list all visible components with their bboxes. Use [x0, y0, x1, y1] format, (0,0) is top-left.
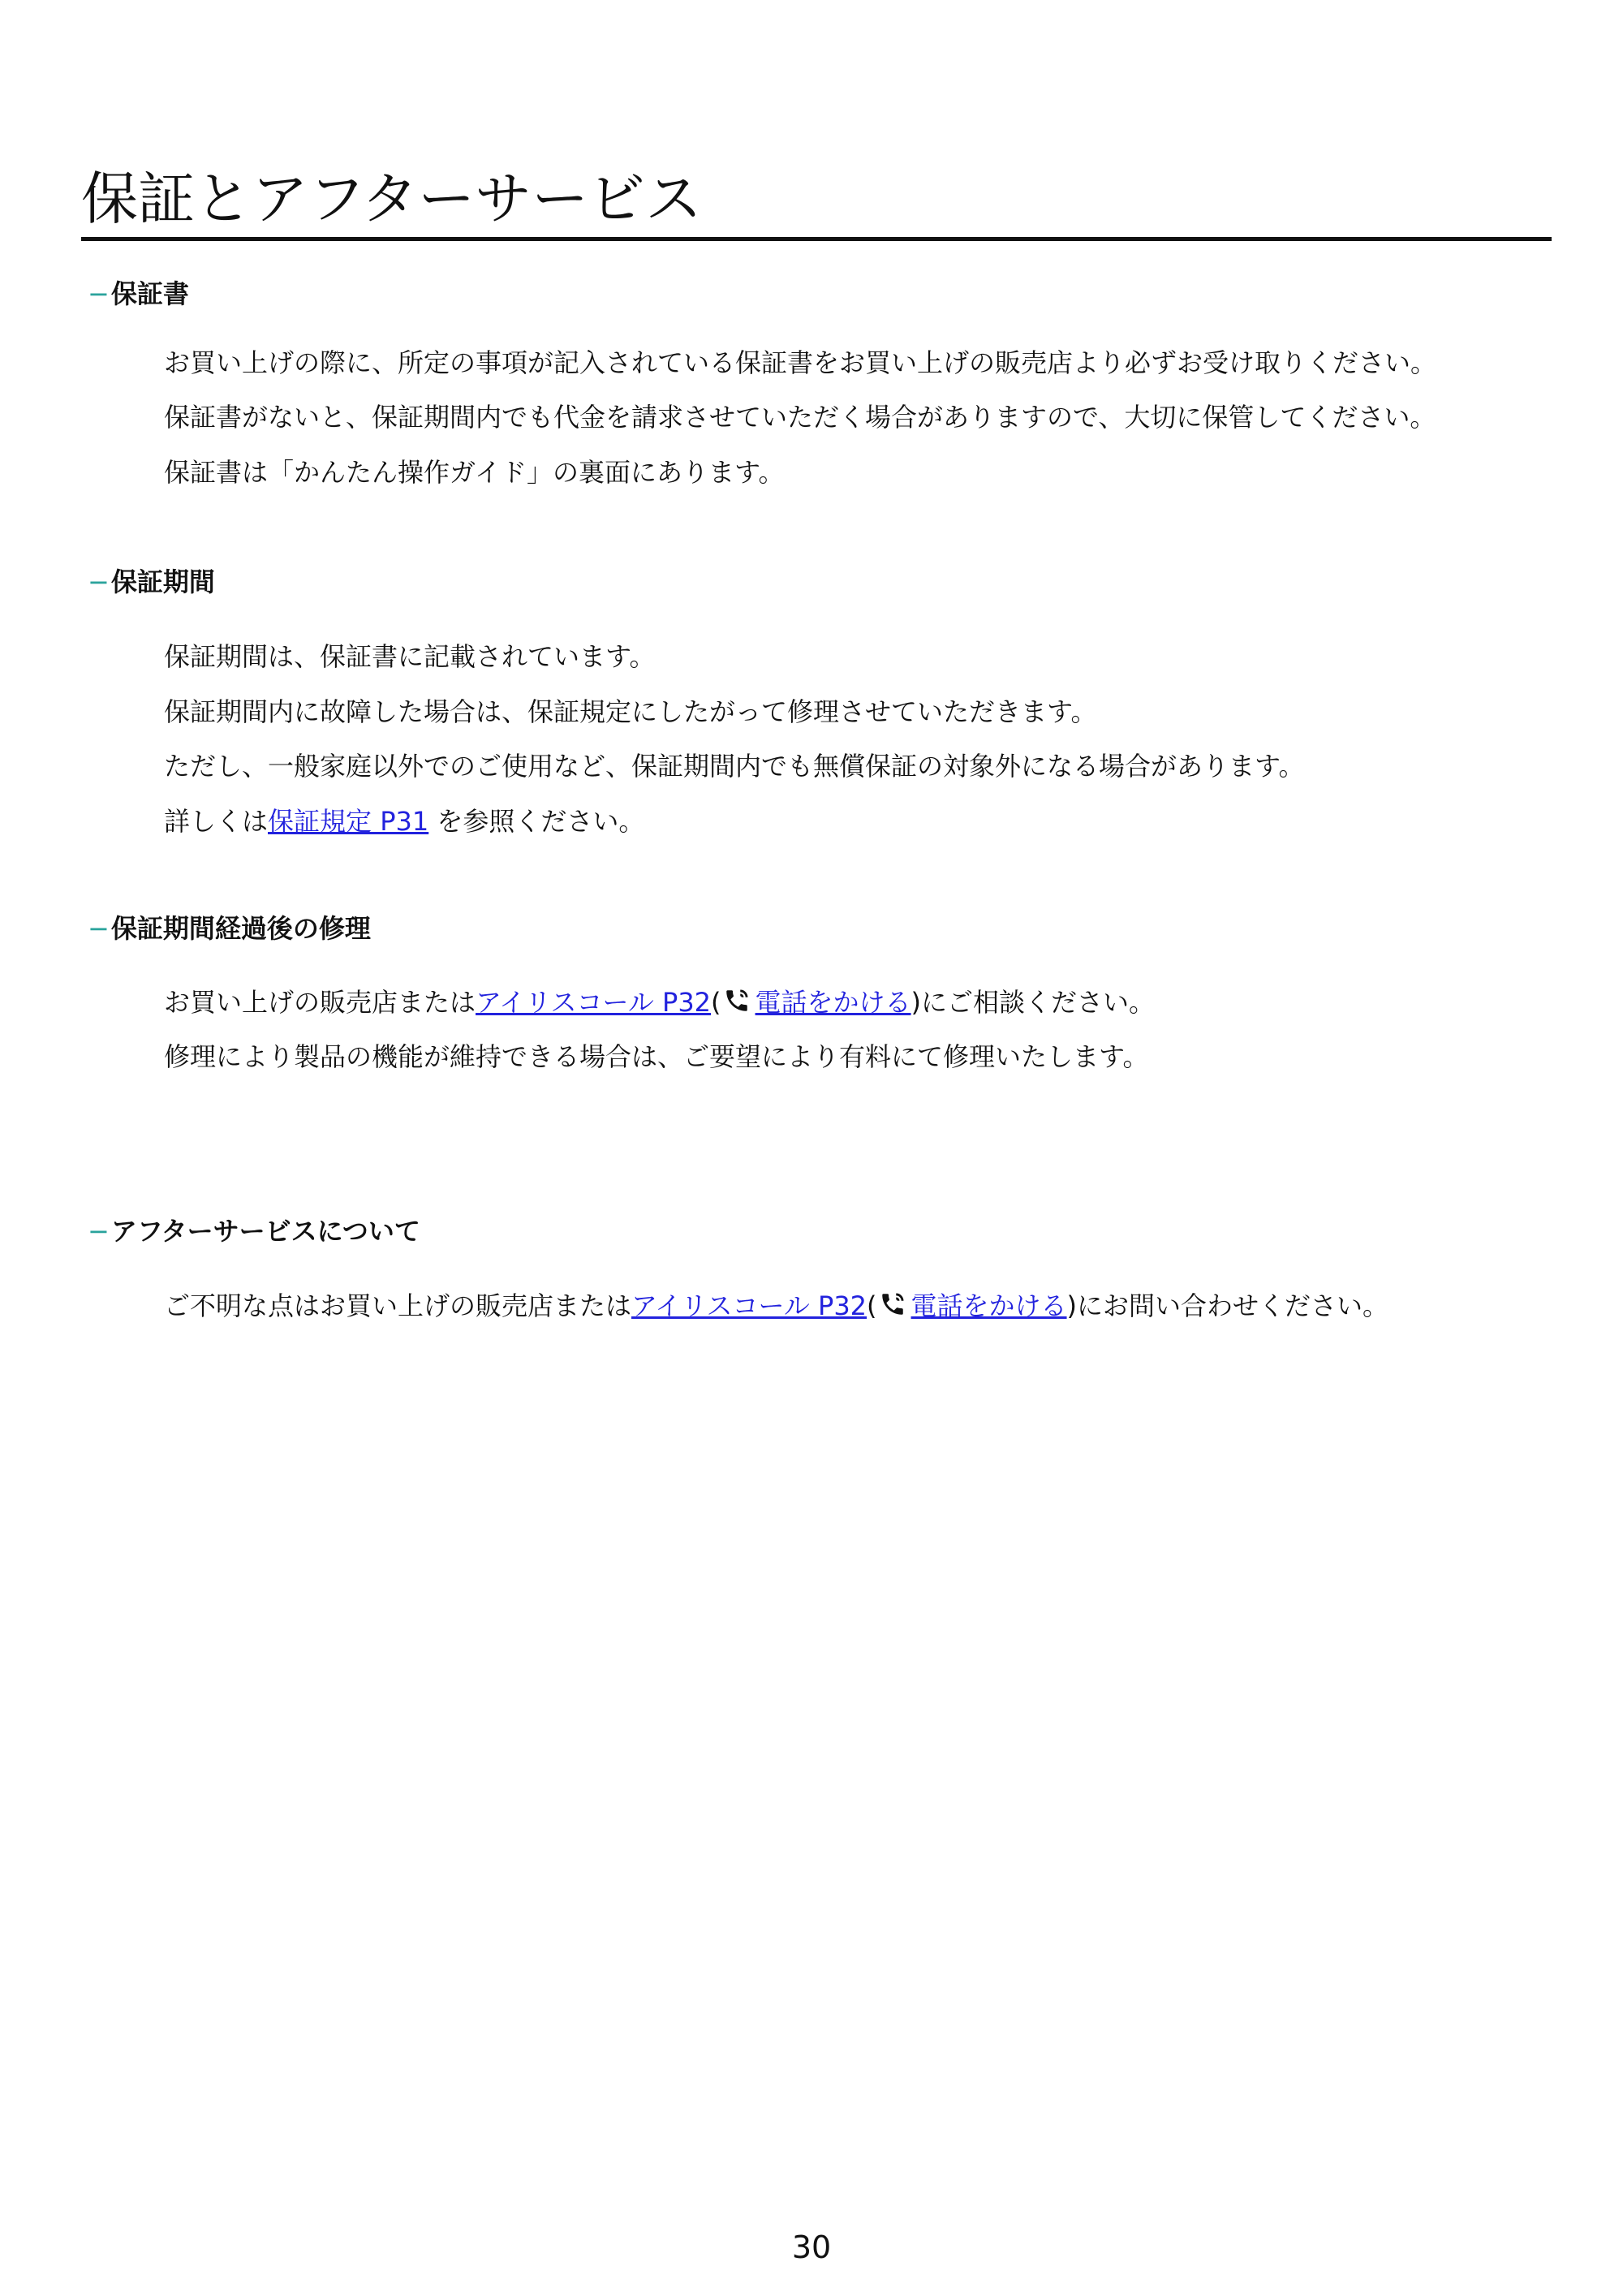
contact-text-before: お買い上げの販売店または	[164, 987, 476, 1018]
paragraph: 保証期間内に故障した場合は、保証規定にしたがって修理させていただきます。	[164, 696, 1097, 727]
paragraph: お買い上げの際に、所定の事項が記入されている保証書をお買い上げの販売店より必ずお受け取りください。	[164, 347, 1437, 378]
paragraph: 修理により製品の機能が維持できる場合は、ご要望により有料にて修理いたします。	[164, 1041, 1149, 1072]
contact-text-after: )にご相談ください。	[911, 987, 1156, 1018]
open-paren: (	[867, 1290, 877, 1321]
contact-line	[164, 984, 1155, 1020]
section-heading-warranty-card	[88, 276, 189, 312]
paragraph: ただし、一般家庭以外でのご使用など、保証期間内でも無償保証の対象外になる場合があります。	[164, 751, 1305, 782]
open-paren: (	[711, 987, 721, 1018]
paragraph: 保証書がないと、保証期間内でも代金を請求させていただく場合がありますので、大切に保管してください。	[164, 402, 1436, 433]
dash-marker: −	[88, 913, 110, 944]
section-heading-warranty-period	[88, 564, 215, 600]
dash-marker: −	[88, 566, 110, 597]
phone-call-icon	[723, 987, 751, 1014]
iris-call-link[interactable]: アイリスコール P32	[476, 987, 712, 1018]
phone-call-icon	[879, 1290, 906, 1318]
page-title: 保証とアフターサービス	[81, 162, 1552, 241]
phone-call-link[interactable]: 電話をかける	[911, 1290, 1067, 1321]
section-heading-label: 保証期間経過後の修理	[110, 913, 371, 944]
detail-text-after: を参照ください。	[428, 806, 645, 837]
section-heading-post-warranty-repair	[88, 911, 371, 946]
section-heading-label: 保証書	[110, 278, 189, 309]
section-heading-after-service	[88, 1213, 420, 1249]
contact-text-before: ご不明な点はお買い上げの販売店または	[164, 1290, 632, 1321]
paragraph: 保証期間は、保証書に記載されています。	[164, 641, 656, 672]
section-heading-label: 保証期間	[110, 566, 215, 597]
detail-line	[164, 803, 644, 839]
page-number: 30	[791, 2229, 832, 2265]
warranty-terms-link[interactable]: 保証規定 P31	[268, 806, 429, 837]
iris-call-link[interactable]: アイリスコール P32	[631, 1290, 867, 1321]
phone-call-link[interactable]: 電話をかける	[755, 987, 911, 1018]
paragraph: 保証書は「かんたん操作ガイド」の裏面にあります。	[164, 457, 785, 488]
contact-text-after: )にお問い合わせください。	[1066, 1290, 1389, 1321]
section-heading-label: アフターサービスについて	[110, 1216, 420, 1247]
contact-line	[164, 1288, 1388, 1324]
dash-marker: −	[88, 278, 110, 309]
dash-marker: −	[88, 1216, 110, 1247]
detail-text-before: 詳しくは	[164, 806, 269, 837]
